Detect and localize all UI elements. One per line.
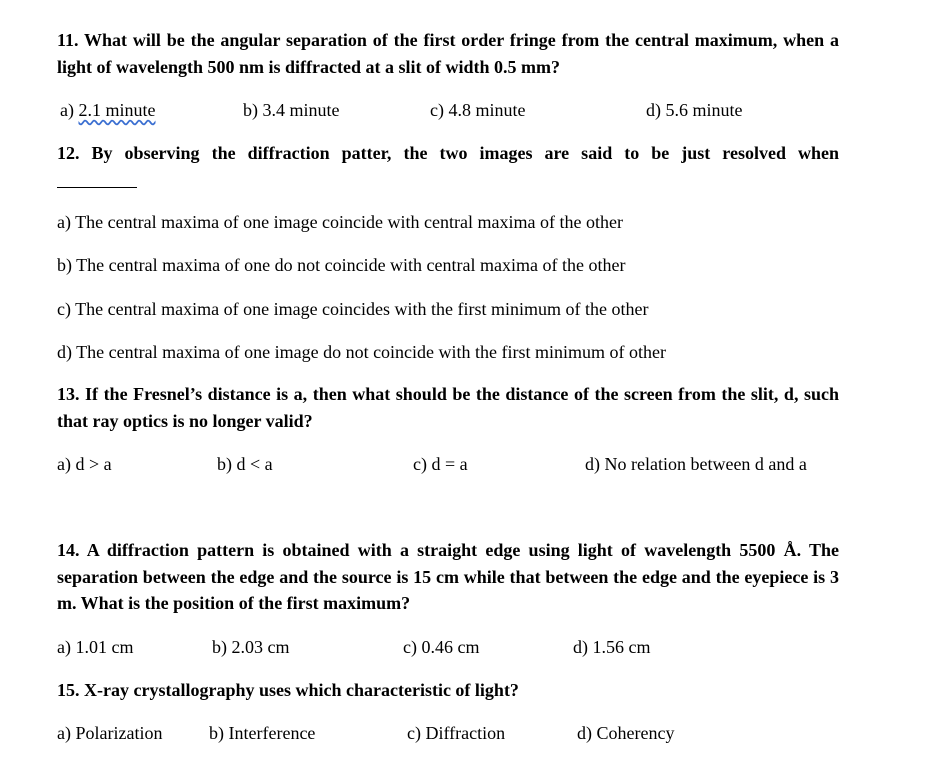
q15-option-d: d) Coherency: [577, 723, 675, 743]
question-13-text: 13. If the Fresnel’s distance is a, then what should be the distance of the screen from the slit, d, such that ray optics is no longer valid?: [57, 384, 839, 431]
question-14-text: 14. A diffraction pattern is obtained with a straight edge using light of wavelength 5500 Å. The separation between the edge and the source is 15 cm while that between the edge and the eyepiece is 3 m. What is the position of the first maximum?: [57, 540, 839, 613]
answer-blank-line: [57, 187, 137, 188]
q13-option-a: a) d > a: [57, 454, 112, 474]
q13-option-c: c) d = a: [413, 454, 468, 474]
q12-option-d: d) The central maxima of one image do not coincide with the first minimum of other: [57, 342, 667, 362]
q11-option-a: [60, 99, 155, 121]
q12-option-c: c) The central maxima of one image coincides with the first minimum of the other: [57, 299, 649, 319]
q11-option-c: c) 4.8 minute: [430, 100, 526, 120]
q13-option-d: d) No relation between d and a: [585, 454, 807, 474]
q13-option-b: b) d < a: [217, 454, 273, 474]
q11-option-a-prefix: a): [60, 100, 79, 120]
q15-option-b: b) Interference: [209, 723, 316, 743]
question-11-text: 11. What will be the angular separation of the first order fringe from the central maximum, when a light of wavelength 500 nm is diffracted at a slit of width 0.5 mm?: [57, 30, 839, 77]
q15-option-c: c) Diffraction: [407, 723, 506, 743]
q14-option-b: b) 2.03 cm: [212, 637, 290, 657]
q14-option-c: c) 0.46 cm: [403, 637, 480, 657]
q15-option-a: a) Polarization: [57, 723, 163, 743]
question-15-text: 15. X-ray crystallography uses which characteristic of light?: [57, 680, 519, 700]
q11-option-a-label: 2.1 minute: [78, 100, 156, 120]
question-12-text: 12. By observing the diffraction patter, the two images are said to be just resolved when: [57, 143, 839, 163]
q14-option-a: a) 1.01 cm: [57, 637, 134, 657]
q12-option-b: b) The central maxima of one do not coincide with central maxima of the other: [57, 255, 626, 275]
q11-option-b: b) 3.4 minute: [243, 100, 340, 120]
q14-option-d: d) 1.56 cm: [573, 637, 651, 657]
q12-option-a: a) The central maxima of one image coincide with central maxima of the other: [57, 212, 623, 232]
q11-option-d: d) 5.6 minute: [646, 100, 743, 120]
